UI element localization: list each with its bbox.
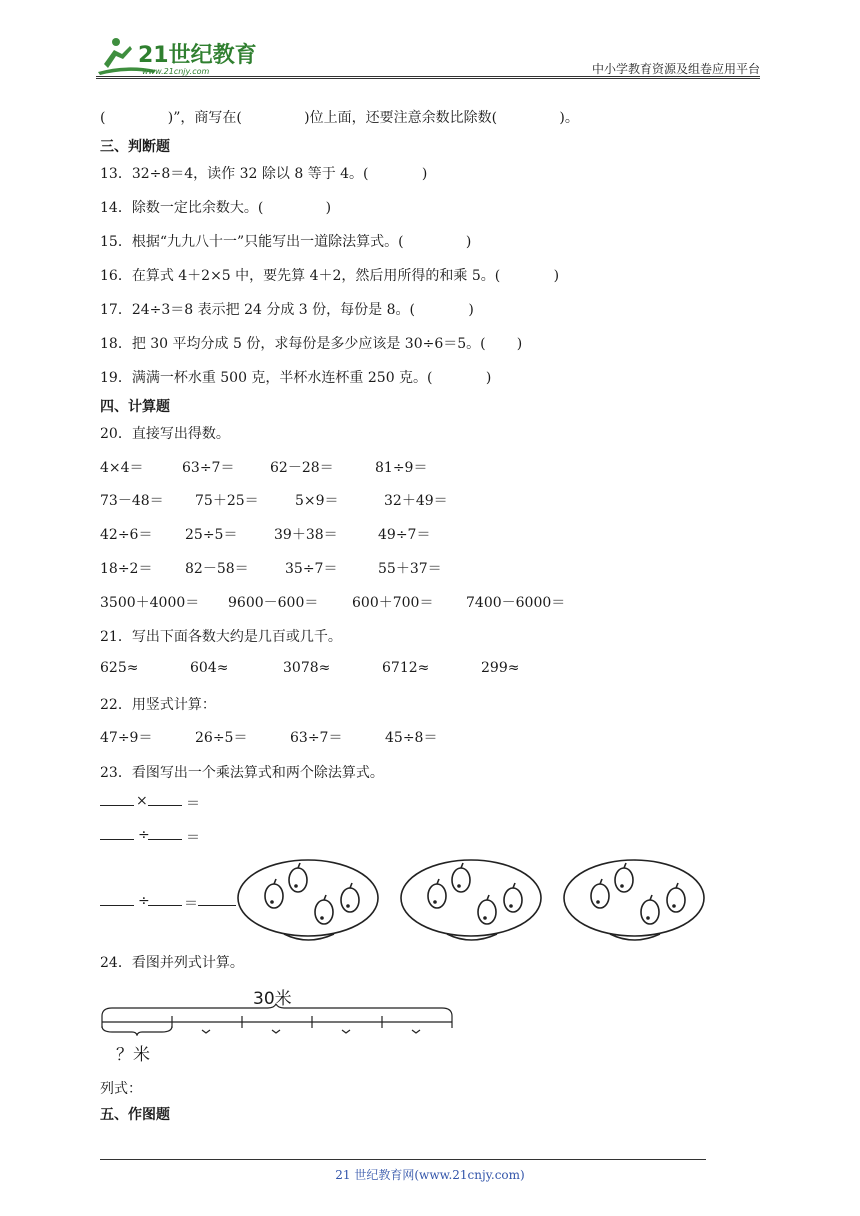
equals-sign: ＝ bbox=[184, 896, 198, 912]
part-length-label: ？米 bbox=[116, 1045, 150, 1065]
equals-sign: ＝ bbox=[186, 830, 200, 846]
site-logo bbox=[96, 34, 261, 78]
question-19: 19．满满一杯水重 500 克，半杯水连杯重 250 克。( ) bbox=[100, 370, 492, 386]
header-divider-2 bbox=[96, 78, 760, 79]
question-23: 23．看图写出一个乘法算式和两个除法算式。 bbox=[100, 765, 384, 781]
q21-item: 604≈ bbox=[190, 660, 229, 676]
times-sign: × bbox=[136, 793, 148, 809]
plates-of-fruit-illustration bbox=[236, 850, 716, 946]
question-17: 17．24÷3＝8 表示把 24 分成 3 份，每份是 8。( ) bbox=[100, 302, 474, 318]
answer-blank[interactable] bbox=[198, 893, 236, 906]
total-length-label: 30米 bbox=[253, 989, 292, 1009]
q20-item: 3500＋4000＝ bbox=[100, 595, 200, 611]
formula-label: 列式： bbox=[100, 1081, 142, 1097]
section-title-calculation: 四、计算题 bbox=[100, 399, 170, 415]
question-13: 13．32÷8＝4，读作 32 除以 8 等于 4。( ) bbox=[100, 166, 428, 182]
q20-item: 81÷9＝ bbox=[375, 460, 428, 476]
text-line-continuation: ( )”，商写在( )位上面，还要注意余数比除数( )。 bbox=[100, 110, 579, 126]
platform-caption: 中小学教育资源及组卷应用平台 bbox=[591, 62, 760, 76]
question-16: 16．在算式 4＋2×5 中，要先算 4＋2，然后用所得的和乘 5。( ) bbox=[100, 268, 560, 284]
answer-blank[interactable] bbox=[148, 827, 182, 840]
segment-diagram bbox=[98, 1004, 456, 1036]
q20-item: 25÷5＝ bbox=[185, 527, 238, 543]
q22-item: 47÷9＝ bbox=[100, 730, 153, 746]
answer-blank[interactable] bbox=[100, 793, 134, 806]
q20-item: 42÷6＝ bbox=[100, 527, 153, 543]
q20-item: 49÷7＝ bbox=[378, 527, 431, 543]
q20-item: 39＋38＝ bbox=[274, 527, 338, 543]
q20-item: 600＋700＝ bbox=[352, 595, 434, 611]
equals-sign: ＝ bbox=[186, 796, 200, 812]
question-20: 20．直接写出得数。 bbox=[100, 426, 230, 442]
svg-text:21世纪教育: 21世纪教育 bbox=[138, 43, 257, 68]
q20-item: 35÷7＝ bbox=[285, 561, 338, 577]
q20-item: 4×4＝ bbox=[100, 460, 144, 476]
q20-item: 32＋49＝ bbox=[384, 493, 448, 509]
q22-item: 45÷8＝ bbox=[385, 730, 438, 746]
q20-item: 82－58＝ bbox=[185, 561, 249, 577]
q21-item: 625≈ bbox=[100, 660, 139, 676]
q21-item: 6712≈ bbox=[382, 660, 430, 676]
q20-item: 75＋25＝ bbox=[195, 493, 259, 509]
q22-item: 63÷7＝ bbox=[290, 730, 343, 746]
q20-item: 55＋37＝ bbox=[378, 561, 442, 577]
question-15: 15．根据“九九八十一”只能写出一道除法算式。( ) bbox=[100, 234, 472, 250]
footer-divider bbox=[100, 1159, 706, 1160]
q20-item: 63÷7＝ bbox=[182, 460, 235, 476]
divide-sign: ÷ bbox=[138, 893, 150, 909]
q21-item: 3078≈ bbox=[283, 660, 331, 676]
answer-blank[interactable] bbox=[100, 893, 134, 906]
q20-item: 9600－600＝ bbox=[228, 595, 319, 611]
q20-item: 62－28＝ bbox=[270, 460, 334, 476]
question-21: 21．写出下面各数大约是几百或几千。 bbox=[100, 629, 342, 645]
header-divider bbox=[96, 76, 760, 77]
question-22: 22．用竖式计算： bbox=[100, 697, 216, 713]
q22-item: 26÷5＝ bbox=[195, 730, 248, 746]
section-title-drawing: 五、作图题 bbox=[100, 1107, 170, 1123]
q20-item: 18÷2＝ bbox=[100, 561, 153, 577]
answer-blank[interactable] bbox=[100, 827, 134, 840]
answer-blank[interactable] bbox=[148, 893, 182, 906]
footer-link[interactable]: 21 世纪教育网(www.21cnjy.com) bbox=[335, 1168, 525, 1182]
q20-item: 5×9＝ bbox=[295, 493, 339, 509]
divide-sign: ÷ bbox=[138, 827, 150, 843]
question-18: 18．把 30 平均分成 5 份，求每份是多少应该是 30÷6＝5。( ) bbox=[100, 336, 523, 352]
section-title-judgement: 三、判断题 bbox=[100, 139, 170, 155]
question-14: 14．除数一定比余数大。( ) bbox=[100, 200, 332, 216]
svg-text:www.21cnjy.com: www.21cnjy.com bbox=[142, 67, 210, 76]
q21-item: 299≈ bbox=[481, 660, 520, 676]
question-24: 24．看图并列式计算。 bbox=[100, 955, 244, 971]
answer-blank[interactable] bbox=[148, 793, 182, 806]
q20-item: 73－48＝ bbox=[100, 493, 164, 509]
q20-item: 7400－6000＝ bbox=[466, 595, 566, 611]
